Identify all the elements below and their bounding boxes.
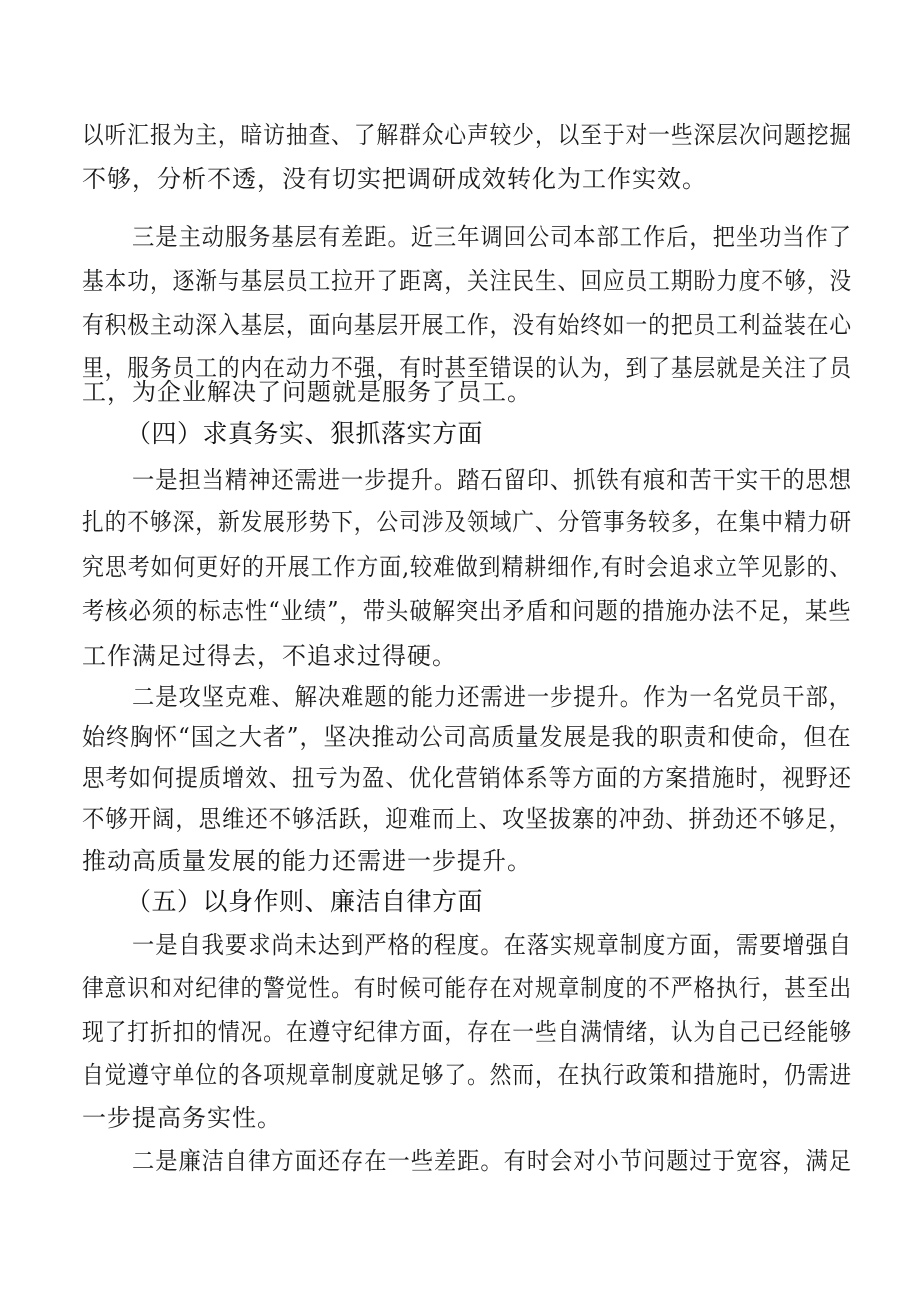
paragraph-first-line: 三是主动服务基层有差距。近三年调回公司本部工作后，把坐功当作了 — [132, 223, 852, 251]
body-text-line: 扎的不够深，新发展形势下，公司涉及领域广、分管事务较多，在集中精力研 — [82, 508, 853, 536]
body-text-line: 始终胸怀“国之大者”，坚决推动公司高质量发展是我的职责和使命，但在 — [82, 723, 852, 751]
body-text-line: 基本功，逐渐与基层员工拉开了距离，关注民生、回应员工期盼力度不够，没 — [82, 267, 853, 295]
body-text-line: 一步提高务实性。 — [82, 1104, 282, 1132]
section-heading: （五）以身作则、廉洁自律方面 — [126, 887, 484, 916]
body-text-line: 工作满足过得去，不追求过得硬。 — [82, 642, 457, 670]
body-text-line: 律意识和对纪律的警觉性。有时候可能存在对规章制度的不严格执行，甚至出 — [82, 974, 853, 1002]
body-text-line: 现了打折扣的情况。在遵守纪律方面，存在一些自满情绪，认为自己已经能够 — [82, 1018, 853, 1046]
body-text-line: 以听汇报为主，暗访抽查、了解群众心声较少，以至于对一些深层次问题挖掘 — [82, 121, 853, 149]
body-text-line: 工，为企业解决了问题就是服务了员工。 — [82, 378, 532, 406]
body-text-line: 究思考如何更好的开展工作方面,较难做到精耕细作,有时会追求立竿见影的、 — [82, 553, 853, 581]
body-text-line: 不够，分析不透，没有切实把调研成效转化为工作实效。 — [82, 165, 707, 193]
paragraph-first-line: 二是攻坚克难、解决难题的能力还需进一步提升。作为一名党员干部， — [132, 683, 852, 711]
section-heading: （四）求真务实、狠抓落实方面 — [126, 419, 484, 448]
body-text-line: 里，服务员工的内在动力不强，有时甚至错误的认为，到了基层就是关注了员 — [82, 354, 853, 382]
paragraph-first-line: 一是自我要求尚未达到严格的程度。在落实规章制度方面，需要增强自 — [132, 931, 852, 959]
body-text-line: 思考如何提质增效、扭亏为盈、优化营销体系等方面的方案措施时，视野还 — [82, 764, 852, 792]
body-text-line: 考核必须的标志性“业绩”，带头破解突出矛盾和问题的措施办法不足，某些 — [82, 597, 852, 625]
body-text-line: 自觉遵守单位的各项规章制度就足够了。然而，在执行政策和措施时，仍需进 — [82, 1061, 853, 1089]
body-text-line: 推动高质量发展的能力还需进一步提升。 — [82, 847, 532, 875]
body-text-line: 不够开阔，思维还不够活跃，迎难而上、攻坚拔寨的冲劲、拼劲还不够足， — [82, 805, 852, 833]
body-text-line: 有积极主动深入基层，面向基层开展工作，没有始终如一的把员工利益装在心 — [82, 311, 853, 339]
paragraph-first-line: 一是担当精神还需进一步提升。踏石留印、抓铁有痕和苦干实干的思想 — [132, 466, 852, 494]
paragraph-first-line: 二是廉洁自律方面还存在一些差距。有时会对小节问题过于宽容，满足 — [132, 1147, 852, 1175]
